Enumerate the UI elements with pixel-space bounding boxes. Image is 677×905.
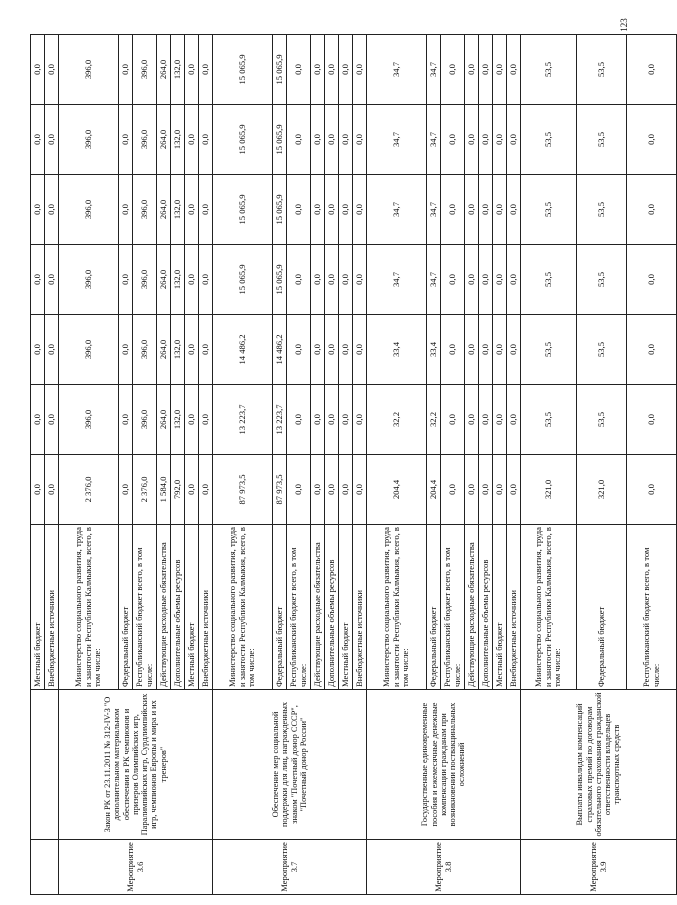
value-year-2: 0,0 [479,315,493,385]
value-year-3: 0,0 [441,245,465,315]
value-year-2: 0,0 [119,315,133,385]
funding-source: Республиканский бюджет всего, в том числе: [441,525,465,690]
value-year-5: 0,0 [493,105,507,175]
value-year-5: 0,0 [441,105,465,175]
value-year-3: 0,0 [465,245,479,315]
value-year-1: 53,5 [521,385,577,455]
measure-cell-continuation [31,840,59,895]
value-year-1: 0,0 [287,385,311,455]
value-year-4: 0,0 [441,175,465,245]
value-year-3: 0,0 [353,245,367,315]
value-year-5: 0,0 [287,105,311,175]
value-year-5: 34,7 [367,105,427,175]
value-year-4: 264,0 [157,175,171,245]
funding-source: Действующие расходные обязательства [157,525,171,690]
funding-source: Федеральный бюджет [273,525,287,690]
value-total: 87 973,5 [213,455,273,525]
value-year-5: 15 065,9 [273,105,287,175]
table-row [59,35,119,895]
value-year-5: 396,0 [59,105,119,175]
value-total: 0,0 [185,455,199,525]
value-year-6: 0,0 [441,35,465,105]
value-total: 0,0 [465,455,479,525]
value-year-6: 53,5 [521,35,577,105]
value-year-6: 264,0 [157,35,171,105]
value-year-6: 15 065,9 [273,35,287,105]
value-year-1: 0,0 [325,385,339,455]
value-year-6: 34,7 [427,35,441,105]
value-year-6: 0,0 [287,35,311,105]
measure-number: Мероприятие 3.7 [213,840,367,895]
value-year-5: 0,0 [465,105,479,175]
value-year-5: 0,0 [339,105,353,175]
value-year-1: 264,0 [157,385,171,455]
value-year-1: 396,0 [133,385,157,455]
value-year-4: 0,0 [507,175,521,245]
value-total: 0,0 [199,455,213,525]
value-year-4: 15 065,9 [273,175,287,245]
budget-table [30,34,677,895]
funding-source: Республиканский бюджет всего, в том числе: [133,525,157,690]
value-year-5: 0,0 [31,105,45,175]
value-year-5: 0,0 [311,105,325,175]
table-row [31,35,45,895]
value-year-1: 0,0 [339,385,353,455]
value-year-2: 264,0 [157,315,171,385]
funding-source: Министерство социального развития, труда и занятости Республики Калмыкия, всего, в том числе: [213,525,273,690]
value-total: 204,4 [367,455,427,525]
value-year-5: 53,5 [577,105,627,175]
value-year-5: 132,0 [171,105,185,175]
value-year-1: 0,0 [465,385,479,455]
value-year-6: 0,0 [353,35,367,105]
value-total: 0,0 [31,455,45,525]
value-year-1: 13 223,7 [273,385,287,455]
value-year-1: 132,0 [171,385,185,455]
value-total: 0,0 [339,455,353,525]
value-total: 0,0 [493,455,507,525]
value-total: 0,0 [311,455,325,525]
funding-source: Дополнительные объемы ресурсов [171,525,185,690]
value-year-2: 0,0 [353,315,367,385]
value-year-3: 53,5 [521,245,577,315]
funding-source: Действующие расходные обязательства [465,525,479,690]
value-year-2: 132,0 [171,315,185,385]
value-year-6: 34,7 [367,35,427,105]
value-year-3: 0,0 [287,245,311,315]
value-year-3: 0,0 [119,245,133,315]
funding-source: Республиканский бюджет всего, в том числе: [287,525,311,690]
funding-source: Республиканский бюджет всего, в том числе: [627,525,677,690]
value-year-4: 0,0 [325,175,339,245]
value-year-6: 0,0 [507,35,521,105]
value-year-6: 53,5 [577,35,627,105]
value-total: 0,0 [441,455,465,525]
value-year-4: 396,0 [59,175,119,245]
value-year-1: 13 223,7 [213,385,273,455]
value-year-5: 0,0 [185,105,199,175]
value-year-6: 0,0 [31,35,45,105]
value-year-5: 0,0 [199,105,213,175]
value-total: 0,0 [507,455,521,525]
value-total: 792,0 [171,455,185,525]
value-year-2: 0,0 [199,315,213,385]
value-year-1: 0,0 [627,385,677,455]
value-year-4: 0,0 [479,175,493,245]
measure-name-continuation [31,690,59,840]
value-year-3: 0,0 [627,245,677,315]
value-year-5: 0,0 [119,105,133,175]
table-row [521,35,577,895]
funding-source: Федеральный бюджет [577,525,627,690]
value-year-2: 53,5 [577,315,627,385]
value-year-4: 0,0 [119,175,133,245]
value-year-5: 53,5 [521,105,577,175]
value-year-2: 0,0 [311,315,325,385]
value-year-6: 0,0 [339,35,353,105]
funding-source: Внебюджетные источники [45,525,59,690]
value-year-3: 0,0 [31,245,45,315]
value-total: 0,0 [479,455,493,525]
funding-source: Внебюджетные источники [507,525,521,690]
value-year-6: 0,0 [119,35,133,105]
value-year-4: 0,0 [199,175,213,245]
value-year-2: 0,0 [45,315,59,385]
value-year-5: 0,0 [507,105,521,175]
value-year-1: 53,5 [577,385,627,455]
value-year-3: 53,5 [577,245,627,315]
value-year-2: 396,0 [133,315,157,385]
value-year-3: 34,7 [427,245,441,315]
value-total: 321,0 [577,455,627,525]
value-year-2: 0,0 [31,315,45,385]
funding-source: Местный бюджет [185,525,199,690]
value-total: 0,0 [119,455,133,525]
value-year-5: 0,0 [353,105,367,175]
value-year-6: 396,0 [133,35,157,105]
value-year-3: 396,0 [59,245,119,315]
value-year-1: 0,0 [31,385,45,455]
value-total: 0,0 [45,455,59,525]
table-row [213,35,273,895]
value-year-4: 0,0 [45,175,59,245]
value-year-2: 0,0 [441,315,465,385]
value-year-2: 53,5 [521,315,577,385]
value-year-5: 0,0 [627,105,677,175]
value-year-6: 0,0 [199,35,213,105]
value-year-4: 0,0 [353,175,367,245]
value-year-2: 0,0 [465,315,479,385]
funding-source: Федеральный бюджет [119,525,133,690]
funding-source: Действующие расходные обязательства [311,525,325,690]
measure-name: Выплаты инвалидам компенсаций страховых премий по договорам обязательного страхования гражданской ответственности владельцев транспортных средств [521,690,677,840]
value-year-2: 14 486,2 [273,315,287,385]
value-year-1: 0,0 [199,385,213,455]
funding-source: Министерство социального развития, труда и занятости Республики Калмыкия, всего, в том числе: [367,525,427,690]
funding-source: Местный бюджет [493,525,507,690]
value-year-1: 0,0 [185,385,199,455]
value-year-4: 34,7 [427,175,441,245]
value-year-4: 0,0 [185,175,199,245]
value-year-4: 53,5 [521,175,577,245]
value-year-5: 0,0 [479,105,493,175]
funding-source: Местный бюджет [339,525,353,690]
value-year-5: 34,7 [427,105,441,175]
value-year-1: 0,0 [493,385,507,455]
value-year-4: 15 065,9 [213,175,273,245]
measure-name: Государственные единовременные пособия и ежемесячные денежные компенсации гражданам при возникновении поствакцинальных осложнений [367,690,521,840]
value-year-1: 0,0 [479,385,493,455]
value-year-3: 0,0 [479,245,493,315]
value-total: 0,0 [627,455,677,525]
value-year-4: 0,0 [311,175,325,245]
value-total: 1 584,0 [157,455,171,525]
funding-source: Дополнительные объемы ресурсов [325,525,339,690]
value-year-3: 0,0 [45,245,59,315]
value-year-3: 15 065,9 [213,245,273,315]
value-year-4: 0,0 [339,175,353,245]
measure-name: Обеспечение мер социальной поддержки для лиц, награжденных знаком "Почетный донор СССР", "Почетный донор России" [213,690,367,840]
value-year-3: 0,0 [311,245,325,315]
value-year-3: 15 065,9 [273,245,287,315]
value-year-6: 15 065,9 [213,35,273,105]
value-total: 321,0 [521,455,577,525]
value-year-3: 0,0 [339,245,353,315]
funding-source: Федеральный бюджет [427,525,441,690]
value-year-2: 396,0 [59,315,119,385]
value-total: 0,0 [325,455,339,525]
value-year-5: 396,0 [133,105,157,175]
value-year-6: 0,0 [311,35,325,105]
measure-number: Мероприятие 3.8 [367,840,521,895]
page-number: 123 [619,18,629,32]
value-year-2: 33,4 [367,315,427,385]
value-year-6: 0,0 [185,35,199,105]
funding-source: Внебюджетные источники [353,525,367,690]
value-year-4: 34,7 [367,175,427,245]
value-year-1: 0,0 [441,385,465,455]
value-year-4: 0,0 [627,175,677,245]
value-year-2: 0,0 [185,315,199,385]
value-total: 2 376,0 [59,455,119,525]
value-year-3: 34,7 [367,245,427,315]
value-year-2: 14 486,2 [213,315,273,385]
value-year-3: 396,0 [133,245,157,315]
funding-source: Дополнительные объемы ресурсов [479,525,493,690]
funding-source: Министерство социального развития, труда и занятости Республики Калмыкия, всего, в том числе: [59,525,119,690]
value-year-6: 0,0 [45,35,59,105]
value-year-4: 0,0 [31,175,45,245]
table-body [31,35,677,895]
value-year-1: 0,0 [311,385,325,455]
funding-source: Местный бюджет [31,525,45,690]
value-year-6: 0,0 [493,35,507,105]
value-year-6: 0,0 [627,35,677,105]
value-year-5: 0,0 [45,105,59,175]
value-year-1: 0,0 [507,385,521,455]
funding-source: Министерство социального развития, труда и занятости Республики Калмыкия, всего, в том числе: [521,525,577,690]
value-year-5: 15 065,9 [213,105,273,175]
value-year-1: 0,0 [119,385,133,455]
value-year-2: 0,0 [507,315,521,385]
value-year-6: 396,0 [59,35,119,105]
value-year-3: 0,0 [325,245,339,315]
value-year-5: 264,0 [157,105,171,175]
value-year-3: 0,0 [493,245,507,315]
measure-number: Мероприятие 3.6 [59,840,213,895]
value-year-6: 132,0 [171,35,185,105]
value-year-6: 0,0 [479,35,493,105]
value-total: 0,0 [287,455,311,525]
value-year-1: 32,2 [427,385,441,455]
value-year-2: 33,4 [427,315,441,385]
measure-number: Мероприятие 3.9 [521,840,677,895]
value-year-3: 0,0 [185,245,199,315]
value-year-4: 132,0 [171,175,185,245]
funding-source: Внебюджетные источники [199,525,213,690]
value-year-2: 0,0 [339,315,353,385]
value-year-4: 396,0 [133,175,157,245]
value-year-6: 0,0 [325,35,339,105]
value-year-4: 0,0 [493,175,507,245]
value-year-1: 396,0 [59,385,119,455]
value-total: 2 376,0 [133,455,157,525]
value-year-1: 0,0 [353,385,367,455]
value-year-2: 0,0 [627,315,677,385]
value-year-4: 53,5 [577,175,627,245]
table-row [367,35,427,895]
value-year-3: 0,0 [199,245,213,315]
value-year-3: 0,0 [507,245,521,315]
value-year-5: 0,0 [325,105,339,175]
measure-name: Закон РК от 23.11.2011 № 312-IV-З "О дополнительном материальном обеспечении в РК чемпионов и призеров Олимпийских игр, Паралимпийских игр, Сурдлимпийских игр, чемпионов Европы и мира и их тренеров" [59,690,213,840]
value-year-1: 32,2 [367,385,427,455]
value-total: 87 973,5 [273,455,287,525]
budget-table-wrapper [30,35,661,895]
value-total: 204,4 [427,455,441,525]
value-year-2: 0,0 [493,315,507,385]
value-year-3: 132,0 [171,245,185,315]
value-year-2: 0,0 [287,315,311,385]
value-year-4: 0,0 [287,175,311,245]
value-year-1: 0,0 [45,385,59,455]
value-year-2: 0,0 [325,315,339,385]
value-year-6: 0,0 [465,35,479,105]
value-total: 0,0 [353,455,367,525]
value-year-4: 0,0 [465,175,479,245]
value-year-3: 264,0 [157,245,171,315]
